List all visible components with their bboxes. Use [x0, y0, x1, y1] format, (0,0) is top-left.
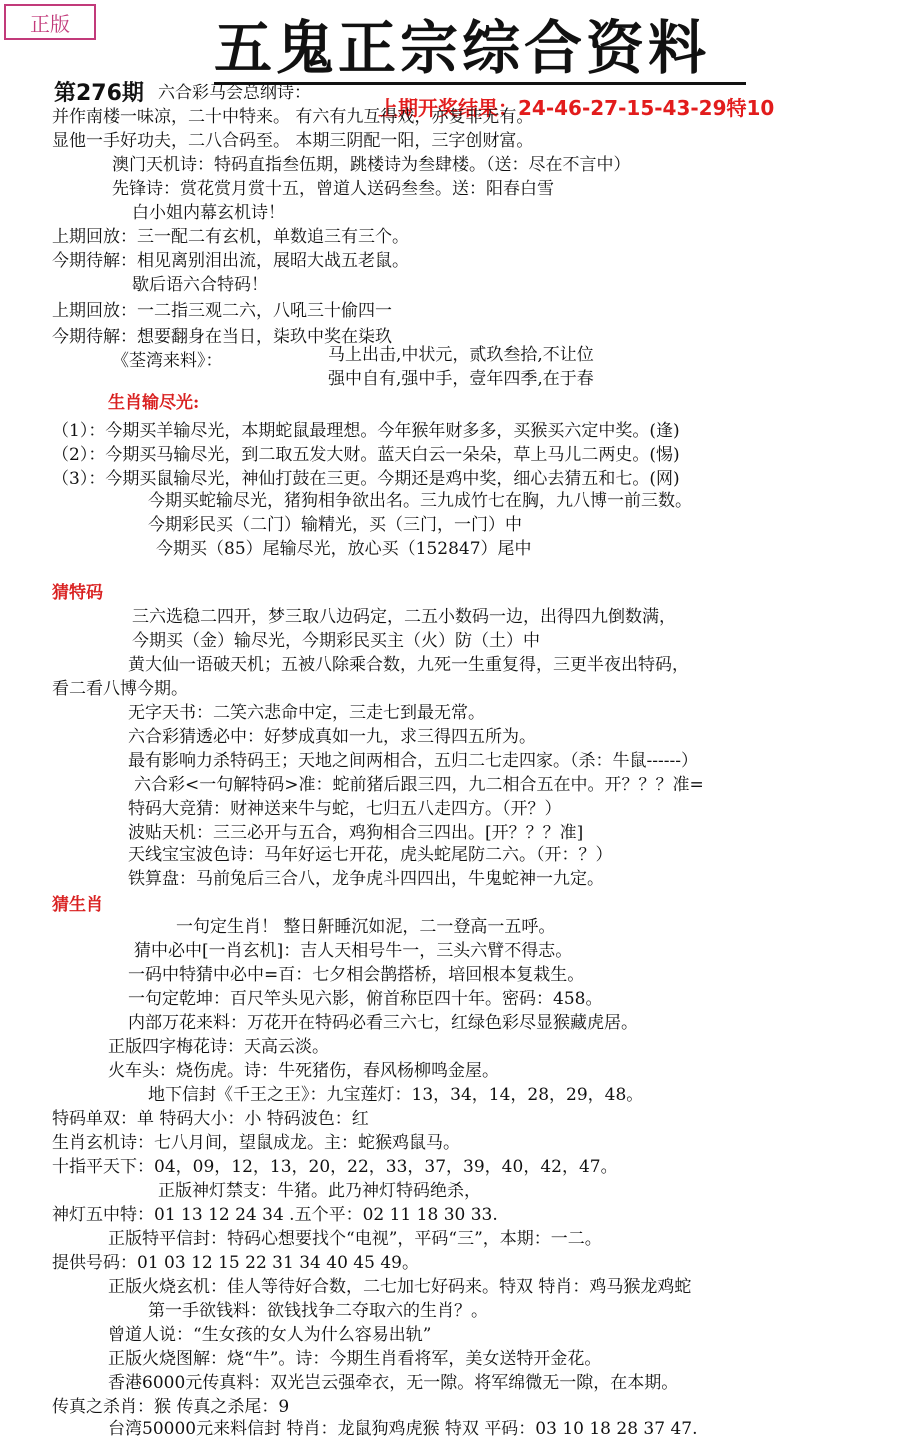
text-line: 最有影响力杀特码王；天地之间两相合，五归二七走四家。（杀：牛鼠------）: [128, 751, 698, 771]
text-line: 一句定生肖！ 整日鼾睡沉如泥，二一登高一五呼。: [176, 917, 556, 937]
text-line: 三六选稳二四开，梦三取八边码定，二五小数码一边，出得四九倒数满，: [132, 607, 676, 627]
text-line: 正版火烧图解：烧“牛”。诗：今期生肖看将军，美女送特开金花。: [108, 1349, 602, 1369]
text-line: （1）：今期买羊输尽光，本期蛇鼠最理想。今年猴年财多多，买猴买六定中奖。(逢): [52, 421, 680, 441]
text-line: 生肖玄机诗：七八月间，望鼠成龙。主：蛇猴鸡鼠马。: [52, 1133, 460, 1153]
text-line: 六合彩<一句解特码>准：蛇前猪后跟三四，九二相合五在中。开？？？准=: [134, 775, 704, 795]
text-line: 十指平天下：04，09，12，13，20，22，33，37，39，40，42，47。: [52, 1157, 618, 1177]
text-line: 歇后语六合特码！: [132, 275, 268, 295]
text-line: （3）：今期买鼠输尽光，神仙打鼓在三更。今期还是鸡中奖，细心去猜五和七。(网): [52, 469, 680, 489]
text-line: 台湾50000元来料信封 特肖：龙鼠狗鸡虎猴 特双 平码：03 10 18 28 37 47.: [108, 1419, 698, 1439]
text-line: 马上出击,中状元，贰玖叁拾,不让位: [328, 345, 594, 365]
text-line: 猜中必中[一肖玄机]：吉人天相号牛一，三头六臂不得志。: [134, 941, 573, 961]
text-line: 地下信封《千王之王》：九宝莲灯：13，34，14，28，29，48。: [148, 1085, 644, 1105]
text-line: 今期待解：相见离别泪出流，展昭大战五老鼠。: [52, 251, 409, 271]
text-line: 今期买蛇输尽光，猪狗相争欲出名。三九成竹七在胸，九八博一前三数。: [148, 491, 692, 511]
text-line: 强中自有,强中手，壹年四季,在于春: [328, 369, 594, 389]
text-line: 火车头：烧伤虎。诗：牛死猪伤，春风杨柳鸣金屋。: [108, 1061, 499, 1081]
section-heading: 猜生肖: [52, 895, 103, 915]
text-line: 一码中特猜中必中=百：七夕相会鹊搭桥，培回根本复栽生。: [128, 965, 585, 985]
authentic-badge: 正版: [4, 4, 96, 40]
page-title: 五鬼正宗综合资料: [214, 14, 711, 82]
section-heading: 生肖输尽光:: [108, 393, 200, 413]
text-line: 内部万花来料：万花开在特码必看三六七，红绿色彩尽显猴藏虎居。: [128, 1013, 638, 1033]
text-line: 正版火烧玄机：佳人等待好合数，二七加七好码来。特双 特肖：鸡马猴龙鸡蛇: [108, 1277, 692, 1297]
text-line: 神灯五中特：01 13 12 24 34 .五个平：02 11 18 30 33.: [52, 1205, 498, 1225]
text-line: 今期彩民买（二门）输精光，买（三门，一门）中: [148, 515, 522, 535]
text-line: 曾道人说：“生女孩的女人为什么容易出轨”: [108, 1325, 432, 1345]
text-line: 上期回放：三一配二有玄机，单数追三有三个。: [52, 227, 409, 247]
text-line: 提供号码：01 03 12 15 22 31 34 40 45 49。: [52, 1253, 419, 1273]
text-line: 无字天书：二笑六悲命中定，三走七到最无常。: [128, 703, 485, 723]
text-line: 正版神灯禁支：牛猪。此乃神灯特码绝杀，: [158, 1181, 481, 1201]
text-line: 六合彩猜透必中：好梦成真如一九，求三得四五所为。: [128, 727, 536, 747]
text-line: 上期回放：一二指三观二六，八吼三十偷四一: [52, 301, 392, 321]
text-line: 铁算盘：马前兔后三合八，龙争虎斗四四出，牛鬼蛇神一九定。: [128, 869, 604, 889]
text-line: 传真之杀肖：猴 传真之杀尾：9: [52, 1397, 290, 1417]
text-line: 香港6000元传真料：双光岂云强牵衣，无一隙。将军绵微无一隙，在本期。: [108, 1373, 679, 1393]
text-line: 六合彩马会总纲诗：: [158, 83, 311, 103]
issue-number: 第276期: [54, 81, 144, 106]
text-line: 白小姐内幕玄机诗！: [132, 203, 285, 223]
text-line: （2）：今期买马输尽光，到二取五发大财。蓝天白云一朵朵，草上马儿二两史。(惕): [52, 445, 680, 465]
text-line: 正版四字梅花诗：天高云淡。: [108, 1037, 329, 1057]
text-line: 看二看八博今期。: [52, 679, 188, 699]
text-line: 今期待解：想要翻身在当日，柒玖中奖在柒玖: [52, 327, 392, 347]
text-line: 特码单双：单 特码大小：小 特码波色：红: [52, 1109, 369, 1129]
text-line: 一句定乾坤：百尺竿头见六影，俯首称臣四十年。密码：458。: [128, 989, 603, 1009]
text-line: 《荃湾来料》：: [112, 351, 223, 371]
text-line: 天线宝宝波色诗：马年好运七开花，虎头蛇尾防二六。（开：？）: [128, 845, 613, 865]
text-line: 黄大仙一语破天机；五被八除乘合数，九死一生重复得，三更半夜出特码，: [128, 655, 689, 675]
text-line: 澳门天机诗：特码直指叁伍期，跳楼诗为叁肆楼。（送：尽在不言中）: [112, 155, 631, 175]
last-result: 上期开奖结果：24-46-27-15-43-29特10: [378, 96, 775, 120]
text-line: 正版特平信封：特码心想要找个“电视”，平码“三”，本期：一二。: [108, 1229, 602, 1249]
section-heading: 猜特码: [52, 583, 103, 603]
text-line: 先锋诗：赏花赏月赏十五，曾道人送码叁叁。送：阳春白雪: [112, 179, 554, 199]
text-line: 第一手欲钱料：欲钱找争二夺取六的生肖？。: [148, 1301, 488, 1321]
text-line: 今期买（金）输尽光，今期彩民买主（火）防（土）中: [132, 631, 540, 651]
text-line: 今期买（85）尾输尽光，放心买（152847）尾中: [156, 539, 532, 559]
text-line: 并作南楼一味凉，二十中特来。 有六有九互得戏，亦复非无有。: [52, 107, 534, 127]
text-line: 显他一手好功夫，二八合码至。 本期三阴配一阳，三字创财富。: [52, 131, 534, 151]
text-line: 波贴天机：三三必开与五合，鸡狗相合三四出。[开？？？准]: [128, 823, 584, 843]
text-line: 特码大竞猜：财神送来牛与蛇，七归五八走四方。（开？）: [128, 799, 562, 819]
